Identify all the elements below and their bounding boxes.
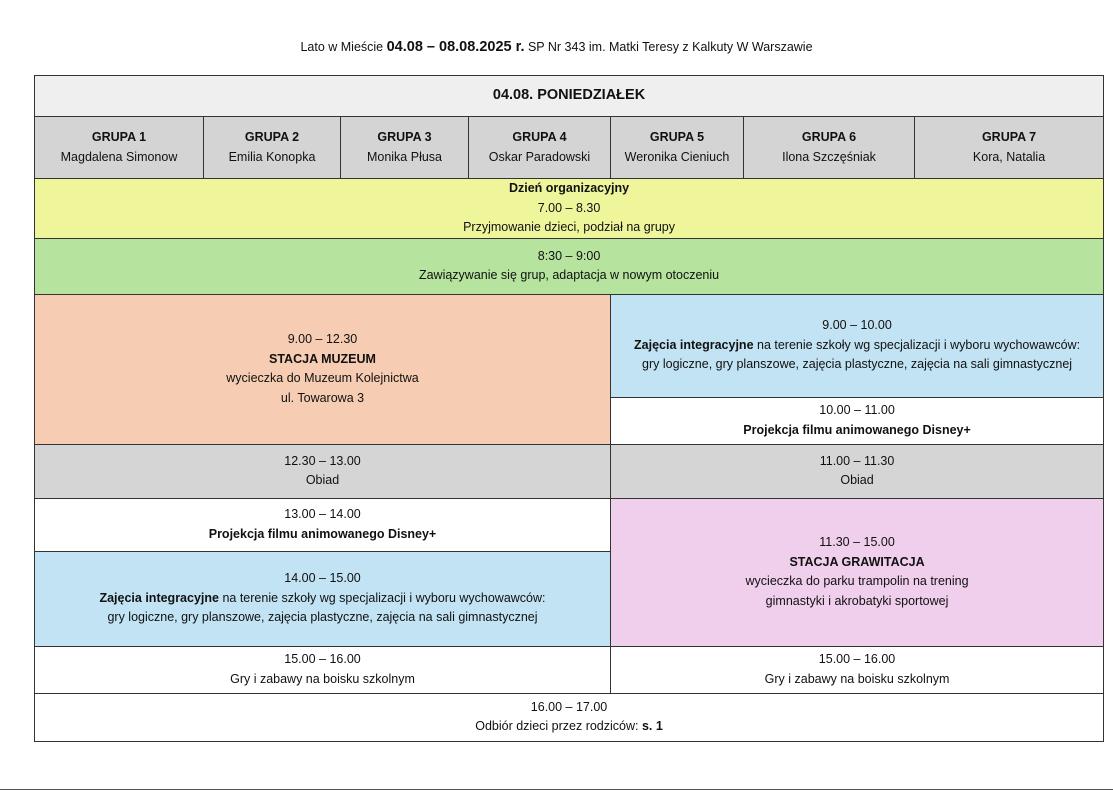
header-prefix: Lato w Mieście	[300, 40, 387, 54]
lunch-left-desc: Obiad	[305, 473, 340, 487]
group-name: GRUPA 4	[512, 130, 567, 144]
museum-desc: wycieczka do Muzeum Kolejnictwa	[226, 371, 419, 385]
group-5-cell	[611, 117, 744, 179]
film-right-time: 10.00 – 11.00	[819, 403, 895, 417]
pickup-room: s. 1	[641, 719, 663, 733]
group-7-cell	[915, 117, 1104, 179]
group-teacher: Magdalena Simonow	[60, 149, 178, 164]
integration-left-cell	[35, 551, 611, 646]
day-title: 04.08. PONIEDZIAŁEK	[35, 76, 1104, 117]
group-teacher: Monika Płusa	[366, 149, 443, 164]
lunch-right-desc: Obiad	[840, 473, 874, 487]
gravity-station-cell	[611, 498, 1104, 646]
pickup-desc: Odbiór dzieci przez rodziców:	[475, 719, 642, 733]
org-day-time: 7.00 – 8.30	[537, 200, 601, 215]
integration-left-list: gry logiczne, gry planszowe, zajęcia plastyczne, zajęcia na sali gimnastycznej	[107, 610, 538, 625]
adaptation-cell	[35, 238, 1104, 294]
museum-time: 9.00 – 12.30	[287, 332, 358, 346]
games-left-desc: Gry i zabawy na boisku szkolnym	[230, 671, 415, 686]
bottom-divider	[0, 789, 1113, 790]
group-3-cell	[341, 117, 469, 179]
museum-address: ul. Towarowa 3	[280, 390, 365, 405]
schedule-table	[34, 75, 1104, 742]
organization-day-cell	[35, 179, 1104, 239]
lunch-right-time: 11.00 – 11.30	[819, 453, 895, 468]
group-teacher: Ilona Szczęśniak	[782, 149, 876, 164]
group-name: GRUPA 6	[801, 130, 857, 144]
group-name: GRUPA 1	[91, 130, 147, 144]
group-teacher: Kora, Natalia	[972, 149, 1046, 164]
groups-row	[35, 117, 1104, 179]
games-left-cell	[35, 646, 611, 693]
museum-title: STACJA MUZEUM	[269, 351, 376, 366]
games-right-desc: Gry i zabawy na boisku szkolnym	[764, 671, 950, 686]
gravity-desc-2: gimnastyki i akrobatyki sportowej	[765, 593, 949, 608]
group-name: GRUPA 2	[244, 130, 300, 144]
group-name: GRUPA 7	[981, 130, 1037, 144]
adaptation-desc: Zawiązywanie się grup, adaptacja w nowym otoczeniu	[418, 268, 720, 282]
gravity-desc: wycieczka do parku trampolin na trening	[745, 574, 969, 588]
lunch-left-cell	[35, 444, 611, 498]
group-name: GRUPA 3	[377, 130, 432, 144]
gravity-title: STACJA GRAWITACJA	[789, 554, 925, 569]
org-day-title: Dzień organizacyjny	[508, 181, 630, 195]
pickup-cell	[35, 693, 1104, 741]
integration-right-time: 9.00 – 10.00	[822, 318, 892, 333]
pickup-time: 16.00 – 17.00	[530, 699, 608, 714]
integration-right-title: Zajęcia integracyjne	[634, 337, 754, 352]
group-2-cell	[204, 117, 341, 179]
group-teacher: Emilia Konopka	[228, 149, 316, 164]
group-name: GRUPA 5	[649, 130, 705, 144]
group-4-cell	[469, 117, 611, 179]
group-teacher: Oskar Paradowski	[488, 149, 591, 164]
film-left-title: Projekcja filmu animowanego Disney+	[208, 526, 437, 541]
integration-left-time: 14.00 – 15.00	[284, 571, 361, 586]
lunch-left-time: 12.30 – 13.00	[284, 453, 361, 468]
games-right-time: 15.00 – 16.00	[818, 652, 896, 666]
film-right-title: Projekcja filmu animowanego Disney+	[743, 422, 971, 437]
integration-right-cell	[611, 294, 1104, 397]
film-left-cell	[35, 498, 611, 551]
integration-left-desc: na terenie szkoły wg specjalizacji i wyboru wychowawców:	[218, 590, 546, 605]
film-right-cell	[611, 397, 1104, 444]
integration-left-title: Zajęcia integracyjne	[99, 590, 219, 605]
group-1-cell	[35, 117, 204, 179]
adaptation-time: 8:30 – 9:00	[537, 248, 601, 263]
lunch-right-cell	[611, 444, 1104, 498]
games-right-cell	[611, 646, 1104, 693]
games-left-time: 15.00 – 16.00	[284, 652, 361, 666]
header-dates: 04.08 – 08.08.2025 r.	[386, 39, 525, 55]
museum-station-cell	[35, 294, 611, 444]
gravity-time: 11.30 – 15.00	[819, 535, 895, 549]
org-day-desc: Przyjmowanie dzieci, podział na grupy	[463, 220, 675, 234]
integration-right-desc: na terenie szkoły wg specjalizacji i wyboru wychowawców:	[753, 337, 1081, 352]
document-header	[0, 38, 1113, 56]
header-suffix: SP Nr 343 im. Matki Teresy z Kalkuty W Warszawie	[524, 40, 813, 54]
group-6-cell	[744, 117, 915, 179]
integration-right-list: gry logiczne, gry planszowe, zajęcia plastyczne, zajęcia na sali gimnastycznej	[642, 357, 1073, 372]
group-teacher: Weronika Cieniuch	[624, 149, 730, 164]
film-left-time: 13.00 – 14.00	[284, 507, 361, 521]
